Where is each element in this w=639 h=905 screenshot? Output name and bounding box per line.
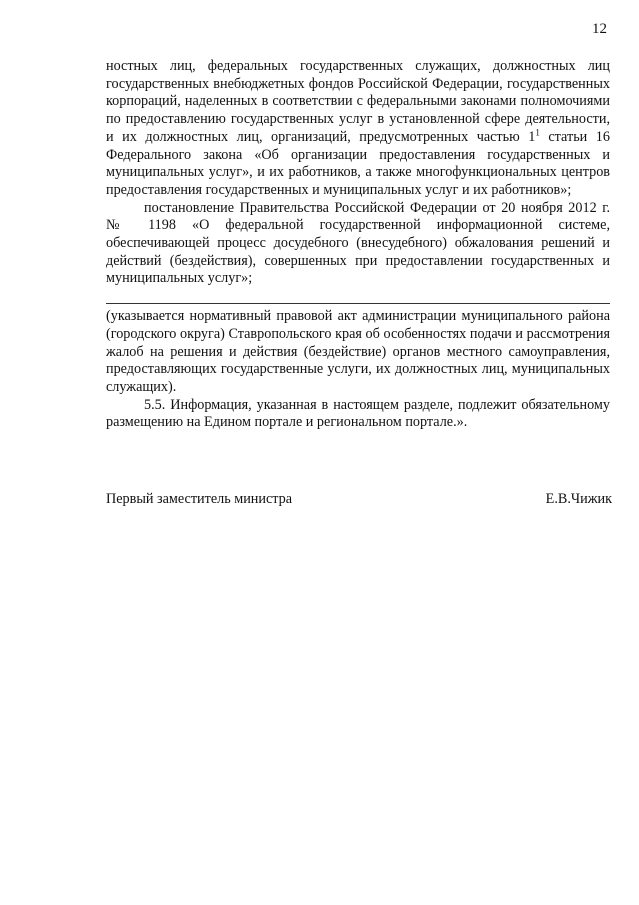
superscript: 1 <box>535 127 540 138</box>
paragraph-continuation-text: ностных лиц, федеральных государственных служащих, должностных лиц государственных внебюджетных фондов Российской Федерации, государственных корпораций, наделенных в соответствии с федеральными законами полномочиями по предоставлению государственных услуг в установленной сфере деятельности, и их должностных лиц, организаций, предусмотренных частью 1 <box>106 58 610 145</box>
signatory-name: Е.В.Чижик <box>545 491 612 507</box>
paragraph-section-5-5: 5.5. Информация, указанная в настоящем разделе, подлежит обязательному размещению на Едином портале и региональном портале.». <box>106 396 610 431</box>
paragraph-continuation-rest: статьи 16 Федерального закона «Об организации предоставления государственных и муниципальных услуг», и их работников, а также многофункциональных центров предоставления государственных и муниципальных услуг и их работников»; <box>106 128 610 198</box>
paragraph-municipal-act-note: (указывается нормативный правовой акт администрации муниципального района (городского округа) Ставропольского края об особенностях подачи и рассмотрения жалоб на решения и действия (бездействие) органов местного самоуправления, предоставляющих государственные услуги, их должностных лиц, муниципальных служащих). <box>106 308 610 395</box>
signatory-position: Первый заместитель министра <box>106 491 293 507</box>
signature-block <box>106 490 612 508</box>
page-number: 12 <box>592 21 607 37</box>
paragraph-government-decree: постановление Правительства Российской Федерации от 20 ноября 2012 г. № 1198 «О федеральной государственной информационной системе, обеспечивающей процесс досудебного (внесудебного) обжалования решений и действий (бездействия), совершенных при предоставлении государственных и муниципальных услуг»; <box>106 199 610 287</box>
paragraph-continuation <box>106 58 610 200</box>
document-body <box>106 58 610 432</box>
blank-underline <box>106 303 610 304</box>
